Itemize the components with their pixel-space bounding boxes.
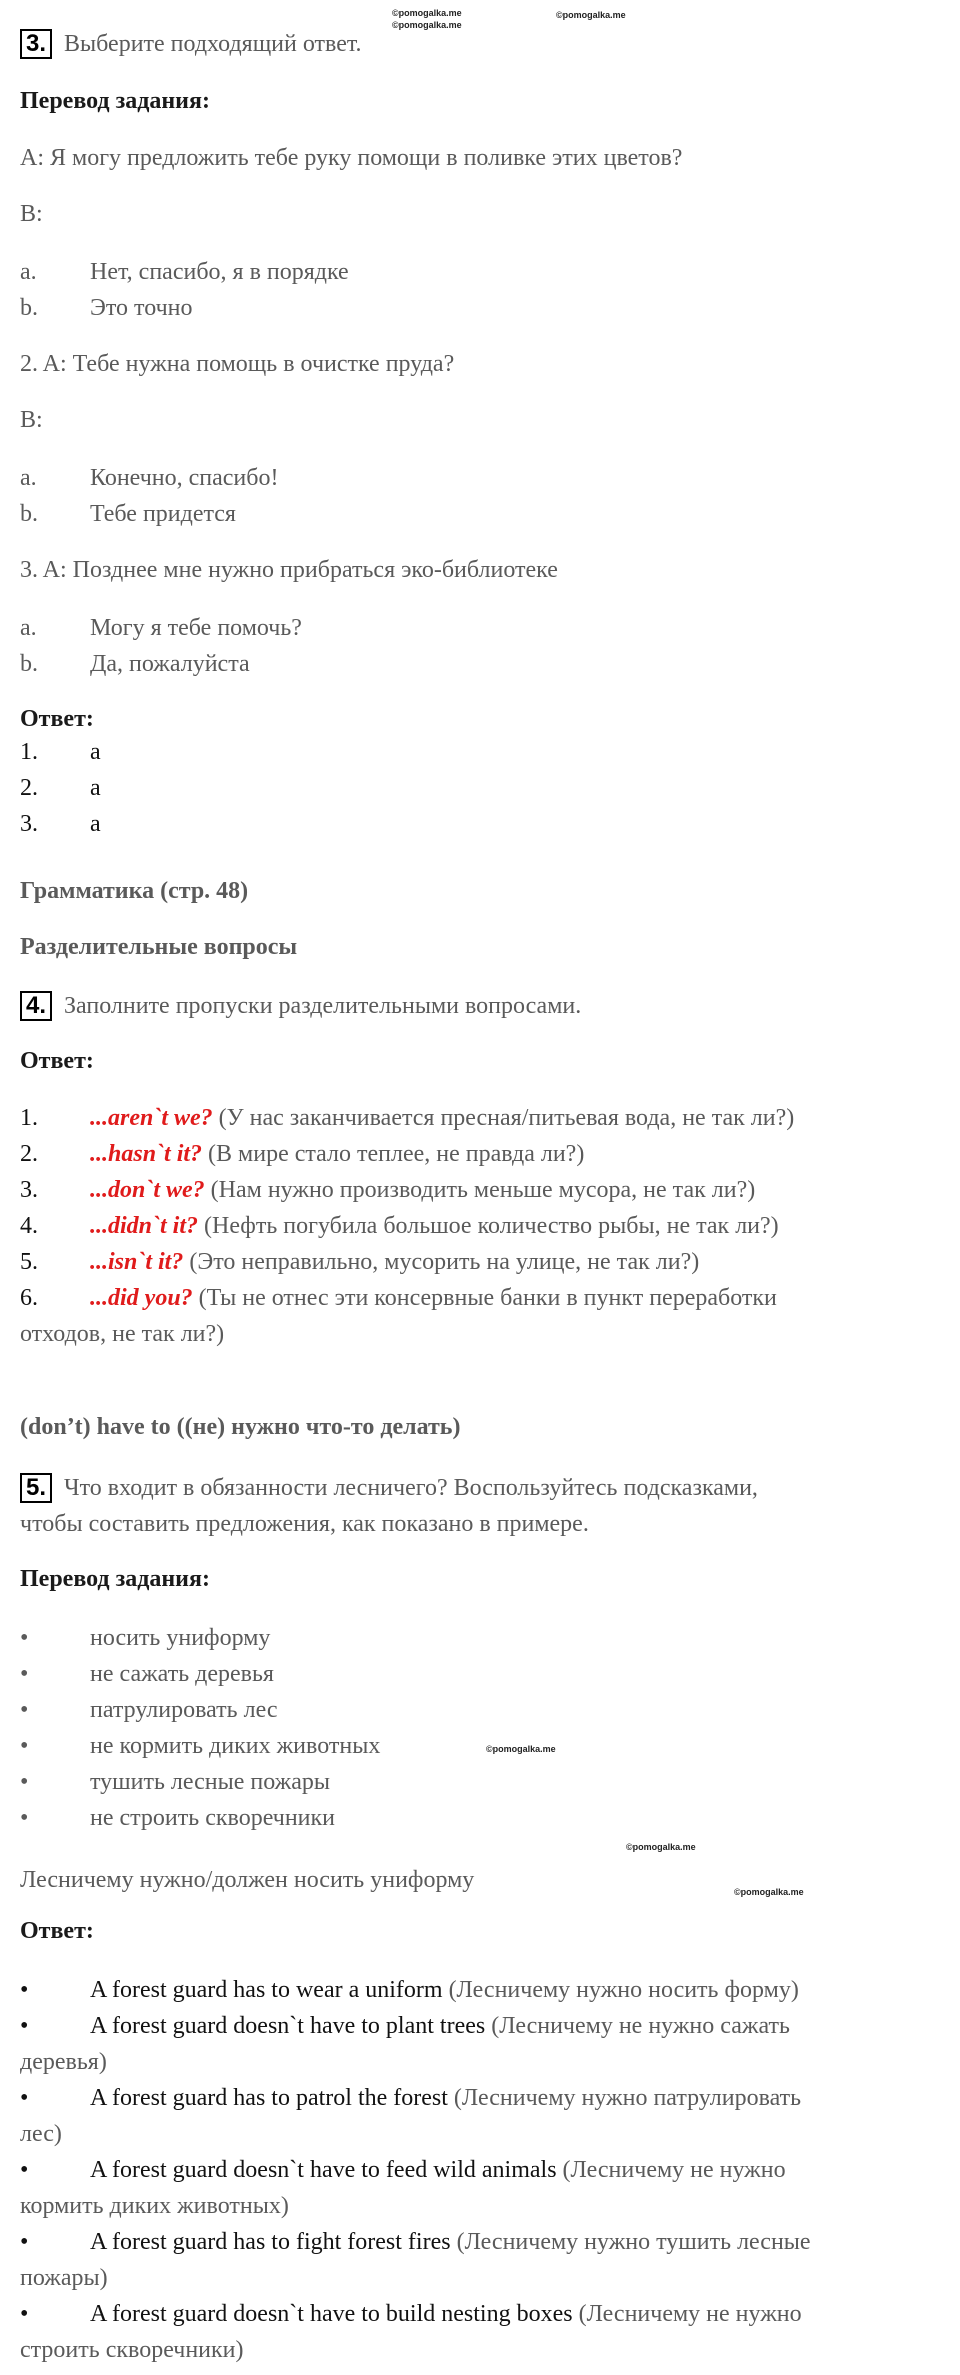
grammar-subheading: Разделительные вопросы bbox=[20, 934, 298, 960]
task-number: 3. bbox=[20, 29, 52, 59]
answer-item: 6. ...did you? (Ты не отнес эти консервные банки в пункт переработки bbox=[20, 1285, 777, 1311]
answer-item: • A forest guard has to wear a uniform (Лесничему нужно носить форму) bbox=[20, 1972, 799, 2008]
bullet-icon: • bbox=[20, 2013, 29, 2039]
list-item: b. Да, пожалуйста bbox=[20, 651, 250, 677]
bullet-icon: • bbox=[20, 2301, 29, 2327]
answer-item: 1. a bbox=[20, 739, 101, 765]
list-item: • носить униформу bbox=[20, 1620, 270, 1656]
bullet-icon: • bbox=[20, 1733, 29, 1759]
translation-heading: Перевод задания: bbox=[20, 88, 210, 114]
bullet-icon: • bbox=[20, 2229, 29, 2255]
bullet-icon: • bbox=[20, 2157, 29, 2183]
list-item: • не сажать деревья bbox=[20, 1656, 274, 1692]
list-item: a. Нет, спасибо, я в порядке bbox=[20, 259, 349, 285]
list-item: • не строить скворечники bbox=[20, 1800, 335, 1836]
bullet-icon: • bbox=[20, 1769, 29, 1795]
answer-item-continuation: пожары) bbox=[20, 2265, 108, 2291]
answer-item: • A forest guard has to fight forest fires (Лесничему нужно тушить лесные bbox=[20, 2224, 811, 2260]
list-item: a. Могу я тебе помочь? bbox=[20, 615, 302, 641]
answer-heading: Ответ: bbox=[20, 1918, 94, 1944]
answer-item-continuation: деревья) bbox=[20, 2049, 107, 2075]
task3-instruction: 3. Выберите подходящий ответ. bbox=[20, 26, 362, 62]
bullet-icon: • bbox=[20, 1625, 29, 1651]
answer-heading: Ответ: bbox=[20, 706, 94, 732]
task-number: 5. bbox=[20, 1473, 52, 1503]
answer-item: • A forest guard has to patrol the forest (Лесничему нужно патрулировать bbox=[20, 2080, 801, 2116]
watermark: ©pomogalka.me bbox=[626, 1842, 696, 1852]
translation-heading: Перевод задания: bbox=[20, 1566, 210, 1592]
answer-heading: Ответ: bbox=[20, 1048, 94, 1074]
bullet-icon: • bbox=[20, 2085, 29, 2111]
b-label: B: bbox=[20, 407, 43, 433]
task-number: 4. bbox=[20, 991, 52, 1021]
answer-item: 2. a bbox=[20, 775, 101, 801]
list-item: b. Это точно bbox=[20, 295, 193, 321]
list-item: • не кормить диких животных bbox=[20, 1728, 380, 1764]
answer-item: 3. a bbox=[20, 811, 101, 837]
list-item: b. Тебе придется bbox=[20, 501, 236, 527]
bullet-icon: • bbox=[20, 1697, 29, 1723]
watermark: ©pomogalka.me bbox=[556, 10, 626, 20]
bullet-icon: • bbox=[20, 1805, 29, 1831]
list-item: • тушить лесные пожары bbox=[20, 1764, 330, 1800]
watermark: ©pomogalka.me bbox=[392, 20, 462, 30]
answer-item: 3. ...don`t we? (Нам нужно производить меньше мусора, не так ли?) bbox=[20, 1177, 756, 1203]
have-to-heading: (don’t) have to ((не) нужно что-то делать) bbox=[20, 1414, 461, 1440]
answer-item-continuation: кормить диких животных) bbox=[20, 2193, 289, 2219]
example-sentence: Лесничему нужно/должен носить униформу bbox=[20, 1867, 475, 1893]
question-1: A: Я могу предложить тебе руку помощи в поливке этих цветов? bbox=[20, 145, 683, 171]
watermark: ©pomogalka.me bbox=[392, 8, 462, 18]
question-3: 3. A: Позднее мне нужно прибраться эко-библиотеке bbox=[20, 557, 558, 583]
watermark: ©pomogalka.me bbox=[734, 1887, 804, 1897]
bullet-icon: • bbox=[20, 1977, 29, 2003]
b-label: B: bbox=[20, 201, 43, 227]
answer-item: 1. ...aren`t we? (У нас заканчивается пресная/питьевая вода, не так ли?) bbox=[20, 1105, 795, 1131]
answer-item-continuation: лес) bbox=[20, 2121, 62, 2147]
task5-instruction: 5. Что входит в обязанности лесничего? Воспользуйтесь подсказками, bbox=[20, 1470, 758, 1506]
answer-item: • A forest guard doesn`t have to feed wild animals (Лесничему не нужно bbox=[20, 2152, 786, 2188]
answer-item: • A forest guard doesn`t have to build nesting boxes (Лесничему не нужно bbox=[20, 2296, 802, 2332]
answer-item: 5. ...isn`t it? (Это неправильно, мусорить на улице, не так ли?) bbox=[20, 1249, 700, 1275]
answer-item: 4. ...didn`t it? (Нефть погубила большое количество рыбы, не так ли?) bbox=[20, 1213, 779, 1239]
answer-item: • A forest guard doesn`t have to plant trees (Лесничему не нужно сажать bbox=[20, 2008, 790, 2044]
question-2: 2. A: Тебе нужна помощь в очистке пруда? bbox=[20, 351, 455, 377]
bullet-icon: • bbox=[20, 1661, 29, 1687]
answer-item-continuation: строить скворечники) bbox=[20, 2337, 244, 2363]
list-item: • патрулировать лес bbox=[20, 1692, 277, 1728]
task4-instruction: 4. Заполните пропуски разделительными вопросами. bbox=[20, 988, 581, 1024]
answer-item-continuation: отходов, не так ли?) bbox=[20, 1321, 225, 1347]
watermark: ©pomogalka.me bbox=[486, 1744, 556, 1754]
task5-instruction-cont: чтобы составить предложения, как показано в примере. bbox=[20, 1511, 589, 1537]
grammar-heading: Грамматика (стр. 48) bbox=[20, 878, 249, 904]
list-item: a. Конечно, спасибо! bbox=[20, 465, 279, 491]
answer-item: 2. ...hasn`t it? (В мире стало теплее, не правда ли?) bbox=[20, 1141, 585, 1167]
